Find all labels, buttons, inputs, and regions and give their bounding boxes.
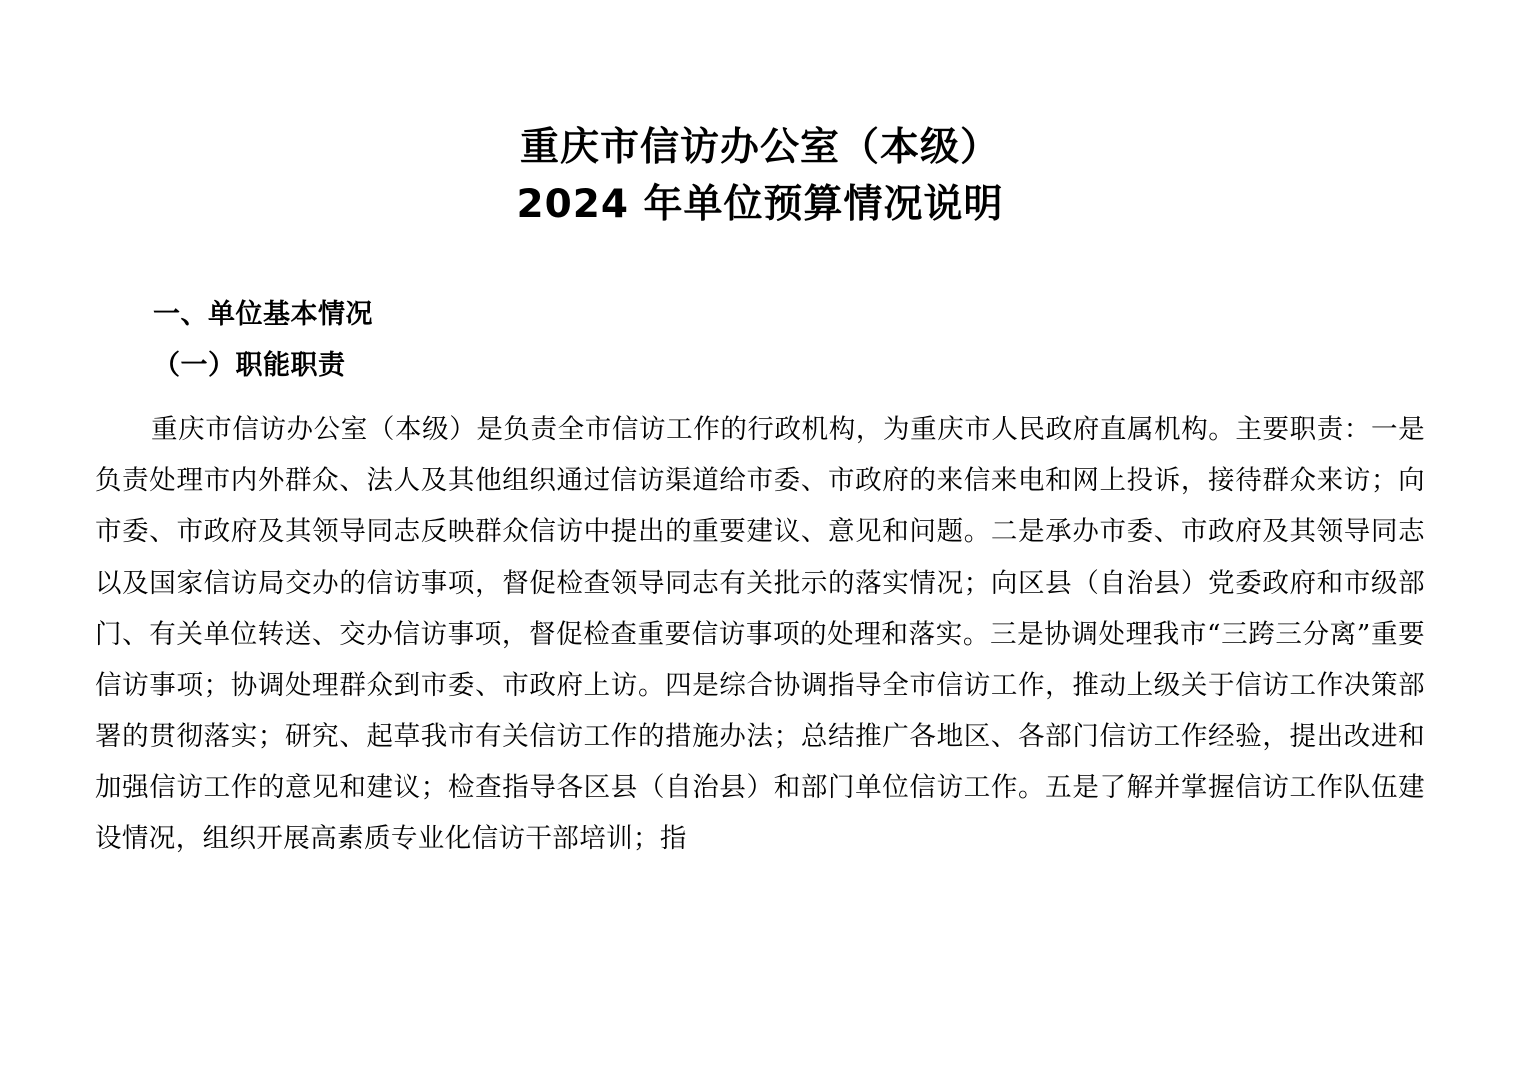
page-title [95, 120, 1425, 233]
section-heading-secondary: （一）职能职责 [153, 349, 346, 381]
section-body-paragraph: 重庆市信访办公室（本级）是负责全市信访工作的行政机构，为重庆市人民政府直属机构。主要职责：一是负责处理市内外群众、法人及其他组织通过信访渠道给市委、市政府的来信来电和网上投诉，接待群众来访；向市委、市政府及其领导同志反映群众信访中提出的重要建议、意见和问题。二是承办市委、市政府及其领导同志以及国家信访局交办的信访事项，督促检查领导同志有关批示的落实情况；向区县（自治县）党委政府和市级部门、有关单位转送、交办信访事项，督促检查重要信访事项的处理和落实。三是协调处理我市“三跨三分离”重要信访事项；协调处理群众到市委、市政府上访。四是综合协调指导全市信访工作，推动上级关于信访工作决策部署的贯彻落实；研究、起草我市有关信访工作的措施办法；总结推广各地区、各部门信访工作经验，提出改进和加强信访工作的意见和建议；检查指导各区县（自治县）和部门单位信访工作。五是了解并掌握信访工作队伍建设情况，组织开展高素质专业化信访干部培训；指 [95, 414, 1425, 855]
title-spacer [95, 233, 1425, 295]
page-title-line-1: 重庆市信访办公室（本级） [519, 125, 1000, 170]
page-title-line-2: 2024 年单位预算情况说明 [516, 181, 1004, 227]
section-heading-primary: 一、单位基本情况 [153, 299, 373, 331]
